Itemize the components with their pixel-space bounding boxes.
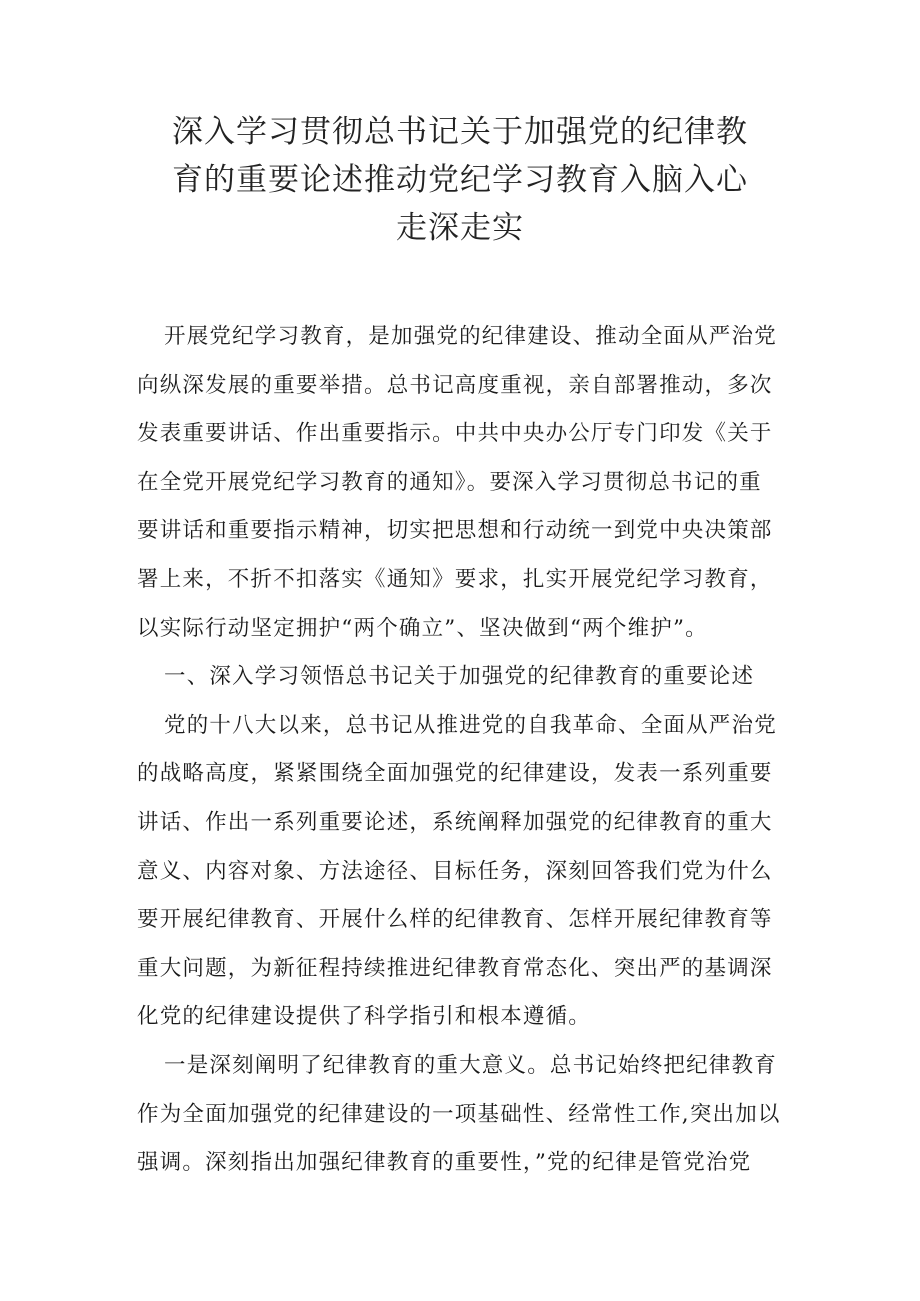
- text-line: 化党的纪律建设提供了科学指引和根本遵循。: [137, 1004, 592, 1030]
- point-paragraph: [137, 1042, 793, 1188]
- text-line: 发表重要讲话、作出重要指示。中共中央办公厅专门印发《关于: [137, 421, 773, 447]
- section-paragraph: [137, 702, 793, 1042]
- text-line: 要开展纪律教育、开展什么样的纪律教育、怎样开展纪律教育等: [137, 907, 773, 933]
- text-line: 重大问题，为新征程持续推进纪律教育常态化、突出严的基调深: [137, 955, 773, 981]
- document-title: [130, 108, 790, 252]
- text-line: 在全党开展党纪学习教育的通知》。要深入学习贯彻总书记的重: [137, 469, 762, 495]
- title-line: 深入学习贯彻总书记关于加强党的纪律教: [172, 114, 748, 150]
- text-line: 讲话、作出一系列重要论述，系统阐释加强党的纪律教育的重大: [137, 809, 773, 835]
- text-line: 作为全面加强党的纪律建设的一项基础性、经常性工作,突出加以: [137, 1101, 781, 1127]
- text-line: 党的十八大以来，总书记从推进党的自我革命、全面从严治党: [164, 712, 777, 738]
- text-line: 以实际行动坚定拥护“两个确立”、坚决做到“两个维护”。: [137, 615, 708, 641]
- title-line: 育的重要论述推动党纪学习教育入脑入心: [172, 162, 748, 198]
- text-line: 署上来，不折不扣落实《通知》要求，扎实开展党纪学习教育，: [137, 566, 773, 592]
- text-line: 意义、内容对象、方法途径、目标任务，深刻回答我们党为什么: [137, 858, 773, 884]
- intro-paragraph: [137, 313, 793, 653]
- title-line: 走深走实: [396, 210, 524, 246]
- section-heading: [137, 653, 793, 702]
- text-line: 一是深刻阐明了纪律教育的重大意义。总书记始终把纪律教育: [164, 1052, 777, 1078]
- text-line: 要讲话和重要指示精神，切实把思想和行动统一到党中央决策部: [137, 518, 773, 544]
- text-line: 开展党纪学习教育，是加强党的纪律建设、推动全面从严治党: [164, 324, 777, 349]
- document-body: [137, 313, 793, 1188]
- text-line: 一、深入学习领悟总书记关于加强党的纪律教育的重要论述: [164, 664, 755, 690]
- text-line: 的战略高度，紧紧围绕全面加强党的纪律建设，发表一系列重要: [137, 761, 773, 787]
- text-line: 向纵深发展的重要举措。总书记高度重视，亲自部署推动，多次: [137, 372, 773, 398]
- text-line: 强调。深刻指出加强纪律教育的重要性，”党的纪律是管党治党: [137, 1150, 752, 1176]
